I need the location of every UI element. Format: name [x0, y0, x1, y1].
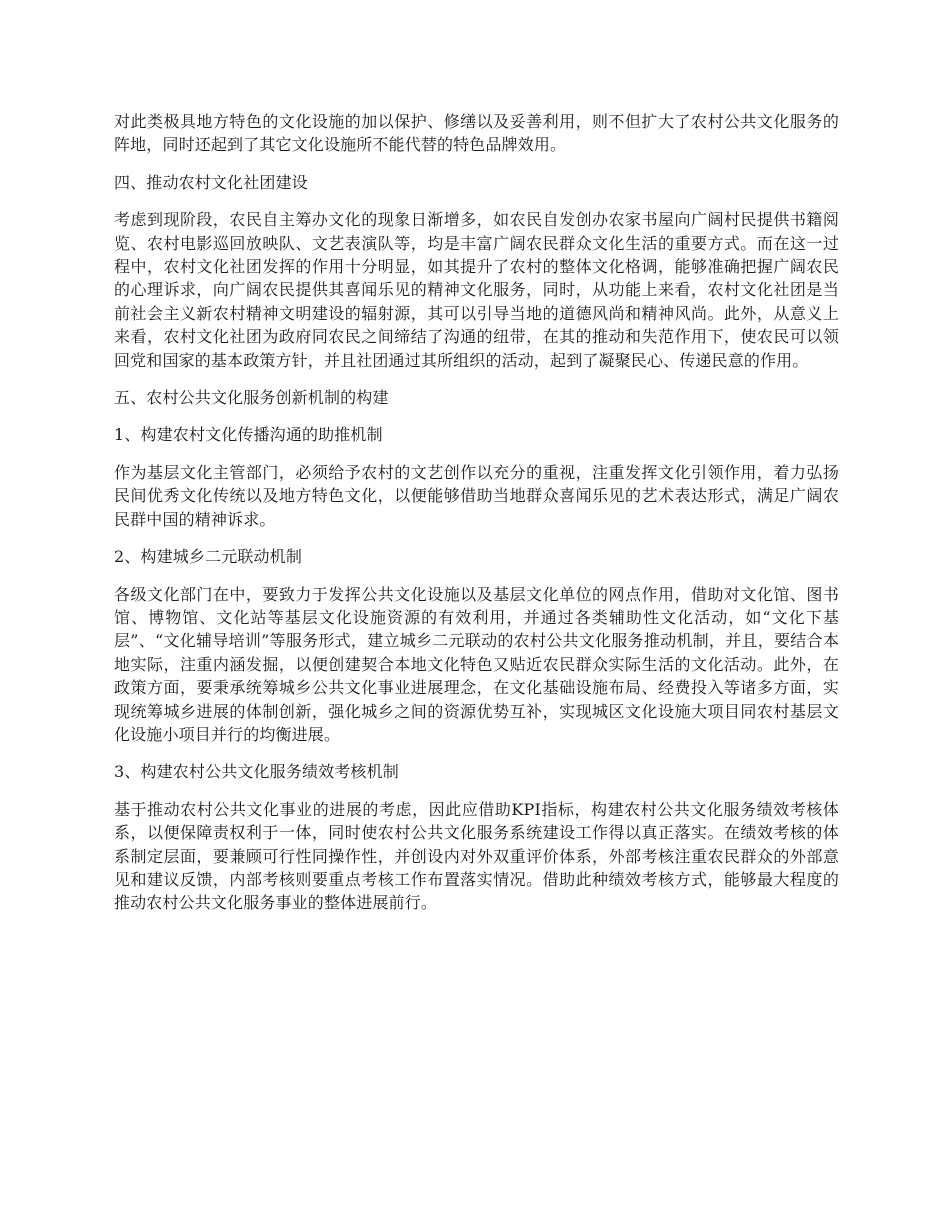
heading-subsection-2: 2、构建城乡二元联动机制 [114, 547, 302, 567]
paragraph-cultural-societies: 考虑到现阶段，农民自主筹办文化的现象日渐增多，如农民自发创办农家书屋向广阔村民提供书籍阅览、农村电影巡回放映队、文艺表演队等，均是丰富广阔农民群众文化生活的重要方式。而在这一过程中，农村文化社团发挥的作用十分明显，如其提升了农村的整体文化格调，能够准确把握广阔农民的心理诉求，向广阔农民提供其喜闻乐见的精神文化服务，同时，从功能上来看，农村文化社团是当前社会主义新农村精神文明建设的辐射源，其可以引导当地的道德风尚和精神风尚。此外，从意义上来看，农村文化社团为政府同农民之间缔结了沟通的纽带，在其的推动和失范作用下，使农民可以领回党和国家的基本政策方针，并且社团通过其所组织的活动，起到了凝聚民心、传递民意的作用。 [114, 210, 839, 370]
paragraph-urban-rural-linkage: 各级文化部门在中，要致力于发挥公共文化设施以及基层文化单位的网点作用，借助对文化馆、图书馆、博物馆、文化站等基层文化设施资源的有效利用，并通过各类辅助性文化活动，如“文化下基层”、“文化辅导培训”等服务形式，建立城乡二元联动的农村公共文化服务推动机制，并且，要结合本地实际，注重内涵发掘，以便创建契合本地文化特色又贴近农民群众实际生活的文化活动。此外，在政策方面，要秉承统筹城乡公共文化事业进展理念，在文化基础设施布局、经费投入等诸多方面，实现统筹城乡进展的体制创新，强化城乡之间的资源优势互补，实现城区文化设施大项目同农村基层文化设施小项目并行的均衡进展。 [114, 584, 839, 744]
heading-section-5: 五、农村公共文化服务创新机制的构建 [114, 388, 389, 408]
paragraph-promotion-mechanism: 作为基层文化主管部门，必须给予农村的文艺创作以充分的重视，注重发挥文化引领作用，着力弘扬民间优秀文化传统以及地方特色文化，以便能够借助当地群众喜闻乐见的艺术表达形式，满足广阔农民群中国的精神诉求。 [114, 462, 839, 529]
paragraph-performance-assessment: 基于推动农村公共文化事业的进展的考虑，因此应借助KPI指标，构建农村公共文化服务绩效考核体系，以便保障责权利于一体，同时使农村公共文化服务系统建设工作得以真正落实。在绩效考核的体系制定层面，要兼顾可行性同操作性，并创设内对外双重评价体系，外部考核注重农民群众的外部意见和建议反馈，内部考核则要重点考核工作布置落实情况。借助此种绩效考核方式，能够最大程度的推动农村公共文化服务事业的整体进展前行。 [114, 799, 839, 913]
heading-section-4: 四、推动农村文化社团建设 [114, 172, 308, 192]
paragraph-heritage-facilities: 对此类极具地方特色的文化设施的加以保护、修缮以及妥善利用，则不但扩大了农村公共文化服务的阵地，同时还起到了其它文化设施所不能代替的特色品牌效用。 [114, 112, 839, 155]
heading-subsection-3: 3、构建农村公共文化服务绩效考核机制 [114, 762, 399, 782]
heading-subsection-1: 1、构建农村文化传播沟通的助推机制 [114, 425, 383, 445]
